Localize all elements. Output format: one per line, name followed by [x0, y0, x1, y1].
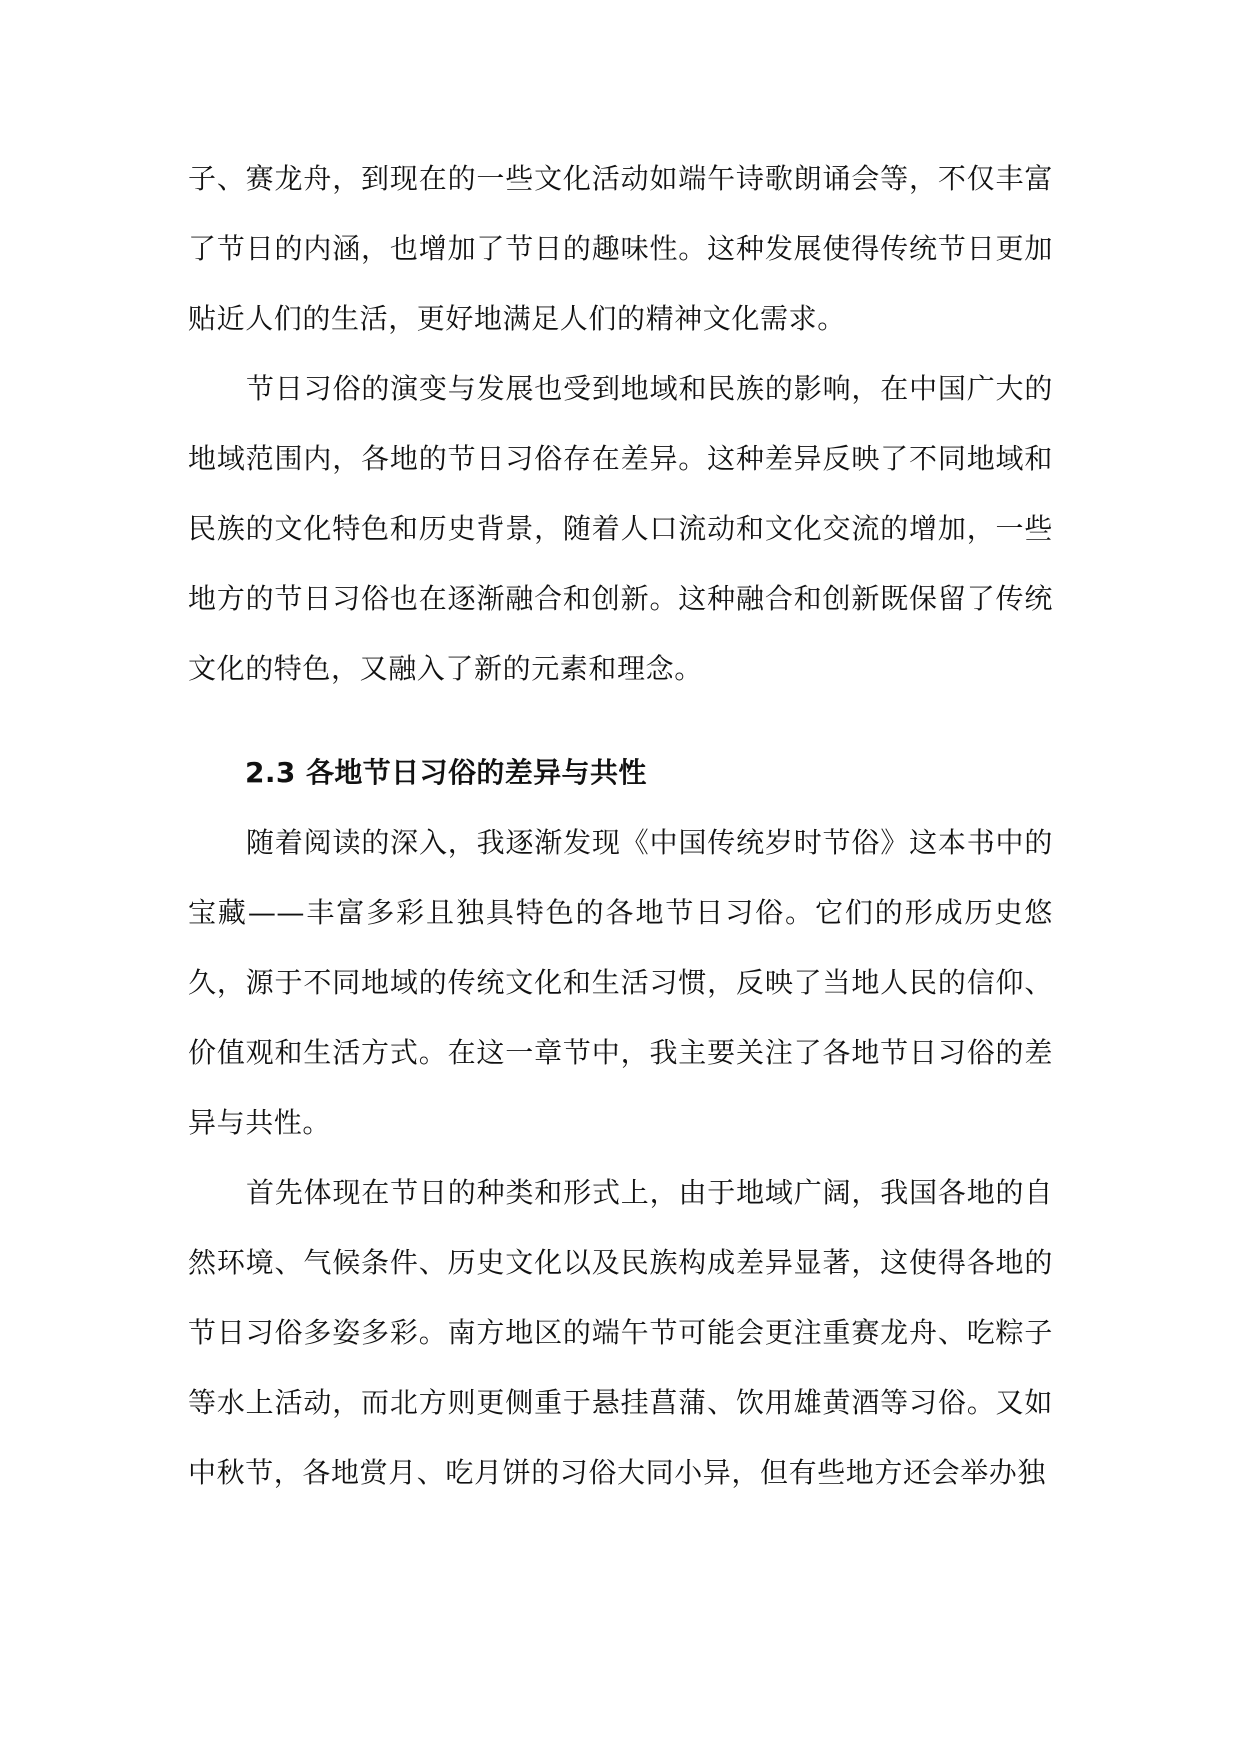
paragraph-festival-types: 首先体现在节日的种类和形式上，由于地域广阔，我国各地的自然环境、气候条件、历史文化以及民族构成差异显著，这使得各地的节日习俗多姿多彩。南方地区的端午节可能会更注重赛龙舟、吃粽子等水上活动，而北方则更侧重于悬挂菖蒲、饮用雄黄酒等习俗。又如中秋节，各地赏月、吃月饼的习俗大同小异，但有些地方还会举办独	[188, 1176, 1053, 1489]
paragraph-regional-influence: 节日习俗的演变与发展也受到地域和民族的影响，在中国广大的地域范围内，各地的节日习俗存在差异。这种差异反映了不同地域和民族的文化特色和历史背景，随着人口流动和文化交流的增加，一些地方的节日习俗也在逐渐融合和创新。这种融合和创新既保留了传统文化的特色，又融入了新的元素和理念。	[188, 372, 1053, 685]
paragraph-continuation: 子、赛龙舟，到现在的一些文化活动如端午诗歌朗诵会等，不仅丰富了节日的内涵，也增加了节日的趣味性。这种发展使得传统节日更加贴近人们的生活，更好地满足人们的精神文化需求。	[188, 162, 1053, 335]
document-body	[188, 144, 1053, 1508]
paragraph-reading-discovery: 随着阅读的深入，我逐渐发现《中国传统岁时节俗》这本书中的宝藏——丰富多彩且独具特色的各地节日习俗。它们的形成历史悠久，源于不同地域的传统文化和生活习惯，反映了当地人民的信仰、价值观和生活方式。在这一章节中，我主要关注了各地节日习俗的差异与共性。	[188, 826, 1053, 1139]
section-heading: 2.3 各地节日习俗的差异与共性	[245, 756, 647, 789]
